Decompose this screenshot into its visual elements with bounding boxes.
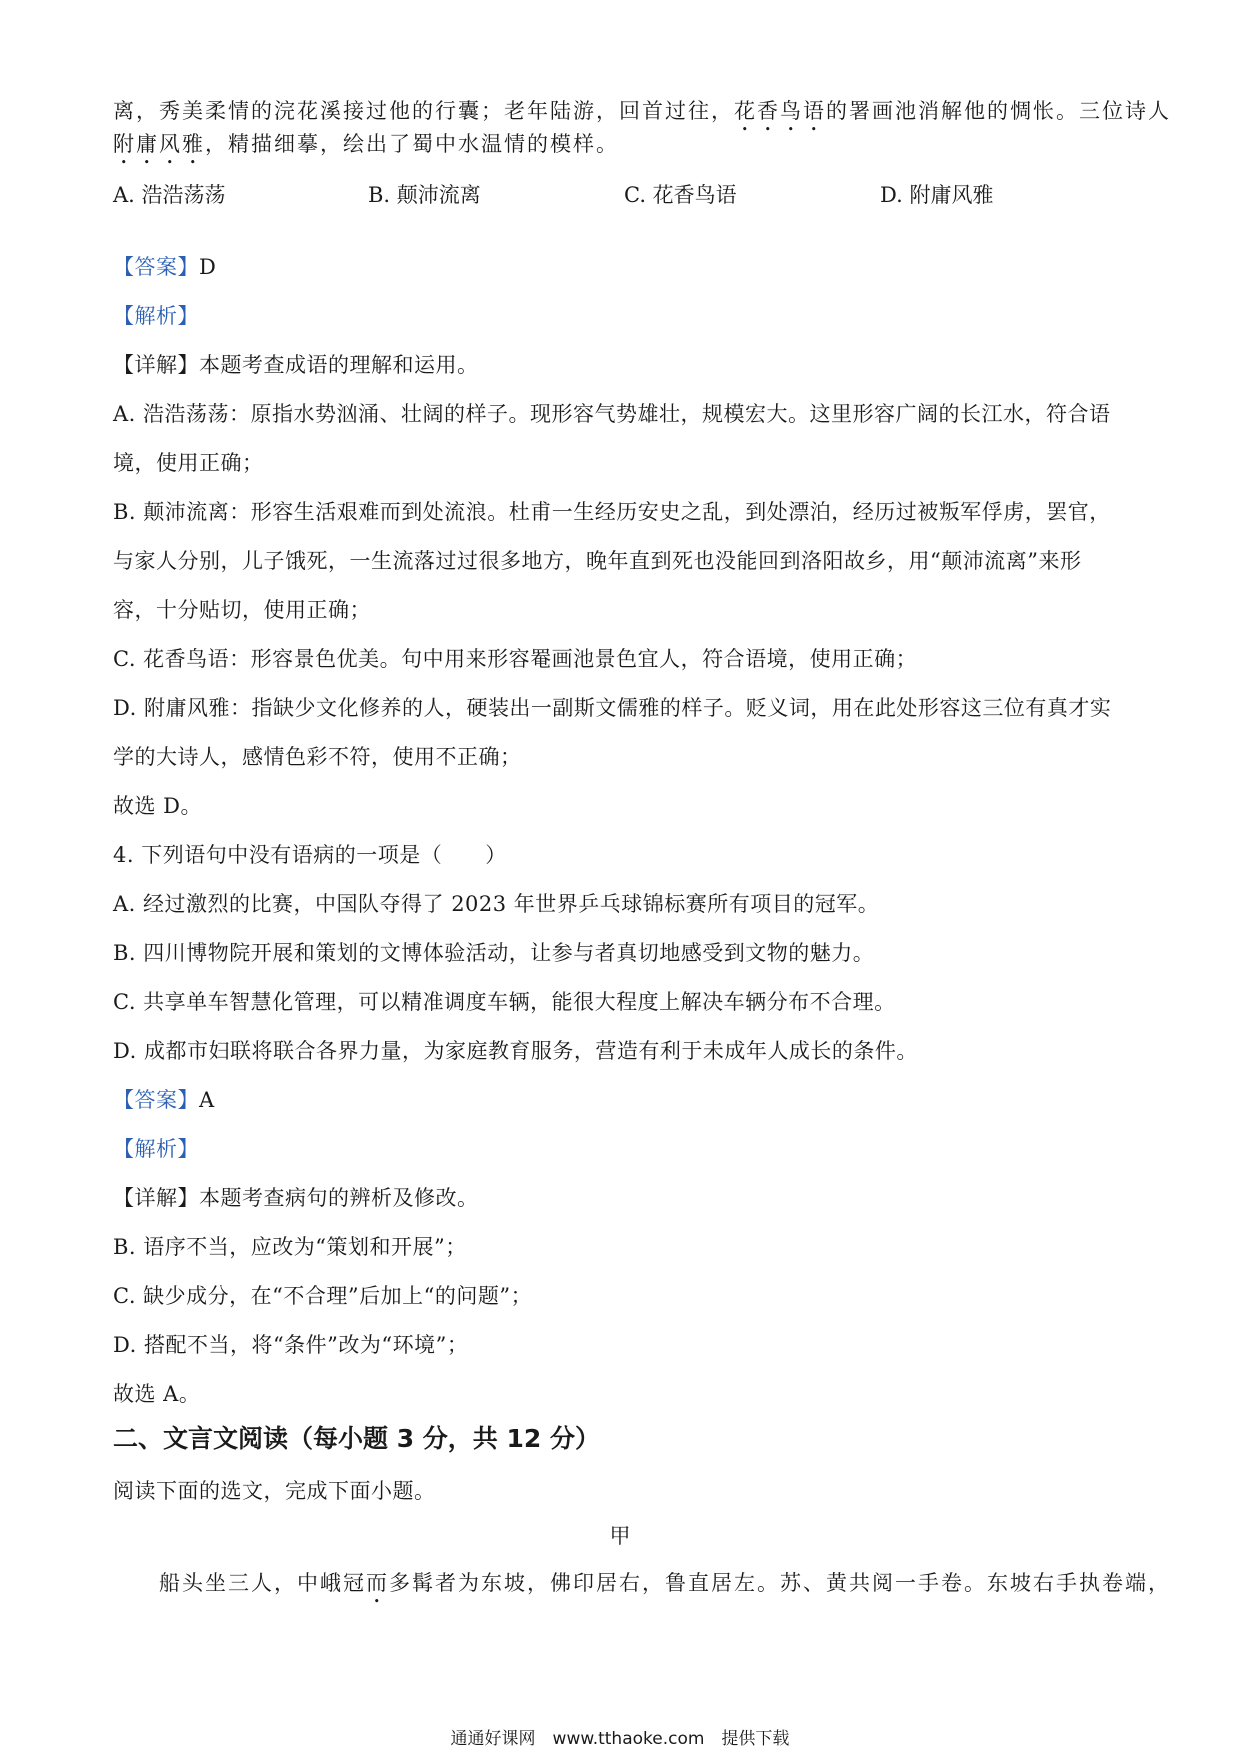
q3-analysis-tag: 【解析】 [113, 304, 199, 328]
passage-label: 甲 [609, 1524, 631, 1548]
q3-detail-line: 与家人分别，儿子饿死，一生流落过过很多地方，晚年直到死也没能回到洛阳故乡，用“颠沛流离”来形 [113, 549, 1082, 573]
q4-detail-line: 故选 A。 [113, 1382, 201, 1406]
q3-option-b: B. 颠沛流离 [368, 183, 481, 207]
emphasized-term: 附庸风雅 [113, 132, 205, 156]
q4-detail-line: D. 搭配不当，将“条件”改为“环境”； [113, 1333, 469, 1357]
q4-option-d: D. 成都市妇联将联合各界力量，为家庭教育服务，营造有利于未成年人成长的条件。 [113, 1039, 918, 1063]
q3-option-c: C. 花香鸟语 [624, 183, 737, 207]
q3-detail-line: C. 花香鸟语：形容景色优美。句中用来形容罨画池景色宜人，符合语境，使用正确； [113, 647, 918, 671]
q4-detail-line: B. 语序不当，应改为“策划和开展”； [113, 1235, 467, 1259]
q4-stem: 4. 下列语句中没有语病的一项是（ ） [113, 843, 507, 867]
q3-option-a: A. 浩浩荡荡 [113, 183, 226, 207]
q3-line-1: 离，秀美柔情的浣花溪接过他的行囊；老年陆游，回首过往，花香鸟语的署画池消解他的惆怅。三位诗人 [113, 99, 1171, 123]
q4-option-b: B. 四川博物院开展和策划的文博体验活动，让参与者真切地感受到文物的魅力。 [113, 941, 875, 965]
section-instruction: 阅读下面的选文，完成下面小题。 [113, 1479, 436, 1503]
q3-detail-line: 容，十分贴切，使用正确； [113, 598, 371, 622]
q3-detail-line: B. 颠沛流离：形容生活艰难而到处流浪。杜甫一生经历安史之乱，到处漂泊，经历过被叛军俘虏，罢官， [113, 500, 1111, 524]
q3-answer [113, 252, 216, 282]
q3-detail-line: 【详解】本题考查成语的理解和运用。 [113, 353, 479, 377]
q3-option-d: D. 附庸风雅 [880, 183, 994, 207]
q4-option-a: A. 经过激烈的比赛，中国队夺得了 2023 年世界乒乓球锦标赛所有项目的冠军。 [113, 892, 880, 916]
q4-answer [113, 1085, 215, 1115]
q3-detail-line: A. 浩浩荡荡：原指水势汹涌、壮阔的样子。现形容气势雄壮，规模宏大。这里形容广阔的长江水，符合语 [113, 402, 1111, 426]
emphasized-term: 而 [366, 1571, 389, 1595]
q4-detail-line: C. 缺少成分，在“不合理”后加上“的问题”； [113, 1284, 533, 1308]
q4-analysis-tag: 【解析】 [113, 1137, 199, 1161]
q3-line-2: 附庸风雅，精描细摹，绘出了蜀中水温情的模样。 [113, 132, 619, 156]
q3-detail-line: 境，使用正确； [113, 451, 264, 475]
answer-value: A [199, 1088, 215, 1112]
q4-detail-line: 【详解】本题考查病句的辨析及修改。 [113, 1186, 479, 1210]
answer-value: D [199, 255, 217, 279]
page-footer: 通通好课网 www.tthaoke.com 提供下载 [450, 1729, 790, 1749]
q4-option-c: C. 共享单车智慧化管理，可以精准调度车辆，能很大程度上解决车辆分布不合理。 [113, 990, 896, 1014]
answer-tag: 【答案】 [113, 1088, 199, 1112]
answer-tag: 【答案】 [113, 255, 199, 279]
q3-detail-line: 故选 D。 [113, 794, 203, 818]
passage-text: 船头坐三人，中峨冠而多髯者为东坡，佛印居右，鲁直居左。苏、黄共阅一手卷。东坡右手执卷端， [159, 1571, 1171, 1595]
q3-detail-line: 学的大诗人，感情色彩不符，使用不正确； [113, 745, 522, 769]
section-heading: 二、文言文阅读（每小题 3 分，共 12 分） [113, 1424, 601, 1453]
emphasized-term: 花香鸟语 [734, 99, 826, 123]
q3-detail-line: D. 附庸风雅：指缺少文化修养的人，硬装出一副斯文儒雅的样子。贬义词，用在此处形容这三位有真才实 [113, 696, 1112, 720]
